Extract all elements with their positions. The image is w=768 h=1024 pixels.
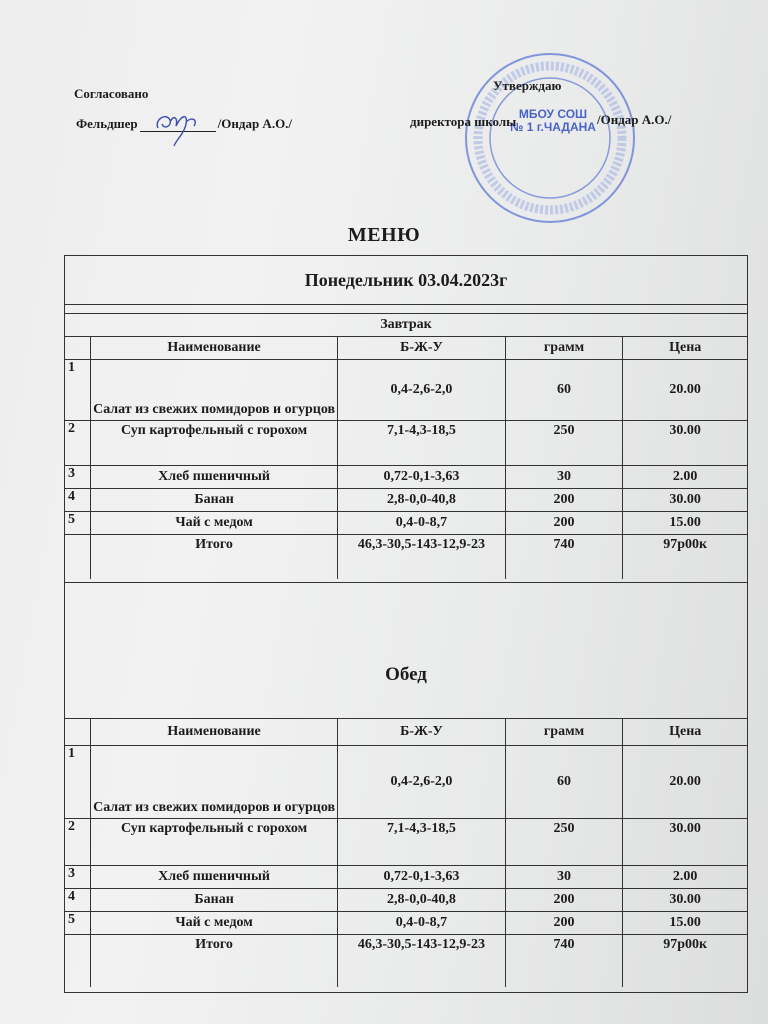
- day-heading: Понедельник 03.04.2023г: [65, 256, 747, 305]
- row-num: 1: [65, 360, 91, 420]
- lunch-title: Обед: [65, 583, 747, 719]
- dish-price: 15.00: [669, 915, 701, 930]
- right-name: /Ондар А.О./: [597, 112, 672, 127]
- dish-name: Банан: [91, 489, 338, 511]
- dish-name: Салат из свежих помидоров и огурцов: [91, 360, 338, 420]
- col-gram-header: грамм: [506, 337, 624, 359]
- table-header-row: [65, 719, 747, 746]
- breakfast-title: Завтрак: [65, 314, 747, 337]
- approval-left-title: Согласовано: [74, 86, 149, 101]
- dish-name: Суп картофельный с горохом: [91, 421, 338, 465]
- row-num: 4: [65, 489, 91, 511]
- col-gram-header: грамм: [506, 719, 624, 745]
- row-num: 5: [65, 912, 91, 934]
- approval-right-title: Утверждаю: [493, 78, 562, 93]
- dish-price: 2.00: [672, 869, 698, 884]
- dish-bju: 0,72-0,1-3,63: [338, 866, 506, 888]
- dish-gram: 250: [506, 421, 624, 465]
- total-price: 97р00к: [663, 937, 708, 952]
- total-label: Итого: [91, 935, 338, 987]
- dish-bju: 0,4-0-8,7: [338, 512, 506, 534]
- dish-bju: 0,4-2,6-2,0: [338, 746, 506, 818]
- dish-price: 15.00: [669, 515, 701, 530]
- table-row: [65, 489, 747, 512]
- dish-name: Чай с медом: [91, 512, 338, 534]
- table-header-row: [65, 337, 747, 360]
- stamp-line-1: МБОУ СОШ: [518, 107, 588, 121]
- table-row: [65, 746, 747, 819]
- dish-bju: 2,8-0,0-40,8: [338, 489, 506, 511]
- table-row: [65, 866, 747, 889]
- col-name-header: Наименование: [91, 719, 338, 745]
- table-row: [65, 466, 747, 489]
- dish-name: Хлеб пшеничный: [91, 866, 338, 888]
- col-num-header: [65, 719, 91, 745]
- dish-name: Хлеб пшеничный: [91, 466, 338, 488]
- col-name-header: Наименование: [91, 337, 338, 359]
- col-price-header: Цена: [669, 724, 702, 739]
- dish-gram: 60: [506, 746, 624, 818]
- row-num: 5: [65, 512, 91, 534]
- row-num: [65, 935, 91, 987]
- table-row: [65, 912, 747, 935]
- total-row: [65, 535, 747, 579]
- table-row: [65, 512, 747, 535]
- dish-price: 30.00: [669, 821, 701, 836]
- stamp-line-2: № 1 г.ЧАДАНА: [510, 120, 596, 134]
- dish-price: 30.00: [669, 892, 701, 907]
- dish-gram: 200: [506, 912, 624, 934]
- table-row: [65, 819, 747, 866]
- dish-gram: 60: [506, 360, 624, 420]
- dish-gram: 30: [506, 466, 624, 488]
- dish-bju: 7,1-4,3-18,5: [338, 819, 506, 865]
- dish-price: 20.00: [669, 382, 701, 397]
- signature-image: [148, 100, 208, 150]
- total-label: Итого: [91, 535, 338, 579]
- row-num: 4: [65, 889, 91, 911]
- row-num: 2: [65, 819, 91, 865]
- col-price-header: Цена: [669, 340, 702, 355]
- total-gram: 740: [506, 535, 624, 579]
- dish-gram: 200: [506, 889, 624, 911]
- row-num: 3: [65, 466, 91, 488]
- table-row: [65, 360, 747, 421]
- spacer-row: [65, 305, 747, 314]
- col-bju-header: Б-Ж-У: [338, 337, 506, 359]
- total-row: [65, 935, 747, 987]
- col-num-header: [65, 337, 91, 359]
- total-bju: 46,3-30,5-143-12,9-23: [338, 535, 506, 579]
- dish-price: 30.00: [669, 492, 701, 507]
- row-num: [65, 535, 91, 579]
- dish-gram: 200: [506, 489, 624, 511]
- dish-bju: 0,4-0-8,7: [338, 912, 506, 934]
- dish-name: Чай с медом: [91, 912, 338, 934]
- dish-gram: 200: [506, 512, 624, 534]
- dish-bju: 2,8-0,0-40,8: [338, 889, 506, 911]
- dish-price: 2.00: [672, 469, 698, 484]
- col-bju-header: Б-Ж-У: [338, 719, 506, 745]
- right-role: директора школы: [410, 114, 517, 129]
- dish-name: Банан: [91, 889, 338, 911]
- dish-name: Салат из свежих помидоров и огурцов: [91, 746, 338, 818]
- dish-bju: 7,1-4,3-18,5: [338, 421, 506, 465]
- dish-gram: 30: [506, 866, 624, 888]
- total-price: 97р00к: [663, 537, 708, 552]
- dish-gram: 250: [506, 819, 624, 865]
- left-role: Фельдшер: [76, 116, 138, 131]
- row-num: 3: [65, 866, 91, 888]
- menu-table-breakfast: [64, 255, 748, 583]
- total-gram: 740: [506, 935, 624, 987]
- dish-bju: 0,72-0,1-3,63: [338, 466, 506, 488]
- dish-price: 20.00: [669, 774, 701, 789]
- table-row: [65, 421, 747, 466]
- row-num: 1: [65, 746, 91, 818]
- dish-name: Суп картофельный с горохом: [91, 819, 338, 865]
- table-row: [65, 889, 747, 912]
- total-bju: 46,3-30,5-143-12,9-23: [338, 935, 506, 987]
- dish-price: 30.00: [669, 423, 701, 438]
- dish-bju: 0,4-2,6-2,0: [338, 360, 506, 420]
- left-name: /Ондар А.О./: [217, 116, 293, 131]
- page-title: МЕНЮ: [347, 224, 421, 246]
- menu-table-lunch: [64, 583, 748, 993]
- row-num: 2: [65, 421, 91, 465]
- official-stamp: [462, 50, 638, 226]
